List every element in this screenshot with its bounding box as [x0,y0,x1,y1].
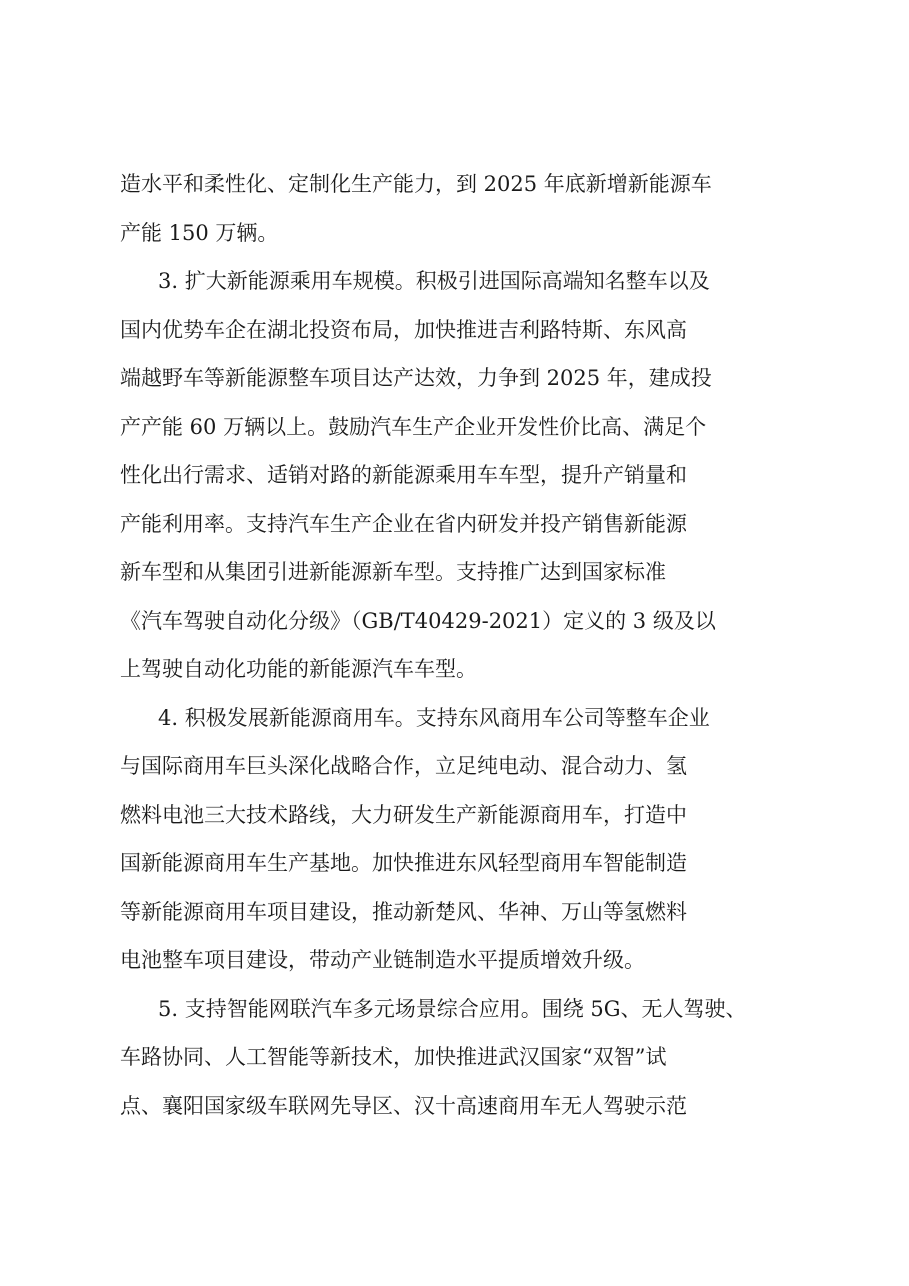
text-line: 产产能 60 万辆以上。鼓励汽车生产企业开发性价比高、满足个 [120,414,707,439]
text-line: 《汽车驾驶自动化分级》（GB/T40429-2021）定义的 3 级及以 [120,608,716,633]
paragraph-start-line: 4. 积极发展新能源商用车。支持东风商用车公司等整车企业 [158,705,710,730]
paragraph-start-line: 5. 支持智能网联汽车多元场景综合应用。围绕 5G、无人驾驶、 [158,996,747,1021]
text-line: 新车型和从集团引进新能源新车型。支持推广达到国家标准 [120,560,666,584]
text-line: 与国际商用车巨头深化战略合作，立足纯电动、混合动力、氢 [120,754,687,778]
text-line: 造水平和柔性化、定制化生产能力，到 2025 年底新增新能源车 [120,172,712,196]
text-line: 国新能源商用车生产基地。加快推进东风轻型商用车智能制造 [120,851,687,875]
text-line: 上驾驶自动化功能的新能源汽车车型。 [120,657,477,681]
text-line: 国内优势车企在湖北投资布局，加快推进吉利路特斯、东风高 [120,317,687,342]
text-line: 燃料电池三大技术路线，大力研发生产新能源商用车，打造中 [120,802,687,827]
text-line: 等新能源商用车项目建设，推动新楚风、华神、万山等氢燃料 [120,899,687,924]
text-line: 电池整车项目建设，带动产业链制造水平提质增效升级。 [120,948,645,972]
text-line: 车路协同、人工智能等新技术，加快推进武汉国家“双智”试 [120,1045,667,1069]
text-line: 产能利用率。支持汽车生产企业在省内研发并投产销售新能源 [120,511,687,536]
text-line: 产能 150 万辆。 [120,220,279,245]
text-line: 性化出行需求、适销对路的新能源乘用车车型，提升产销量和 [120,463,687,487]
text-line: 端越野车等新能源整车项目达产达效，力争到 2025 年，建成投 [120,366,712,390]
paragraph-start-line: 3. 扩大新能源乘用车规模。积极引进国际高端知名整车以及 [158,269,710,293]
text-line: 点、襄阳国家级车联网先导区、汉十高速商用车无人驾驶示范 [120,1093,687,1118]
document-body [120,160,800,1130]
